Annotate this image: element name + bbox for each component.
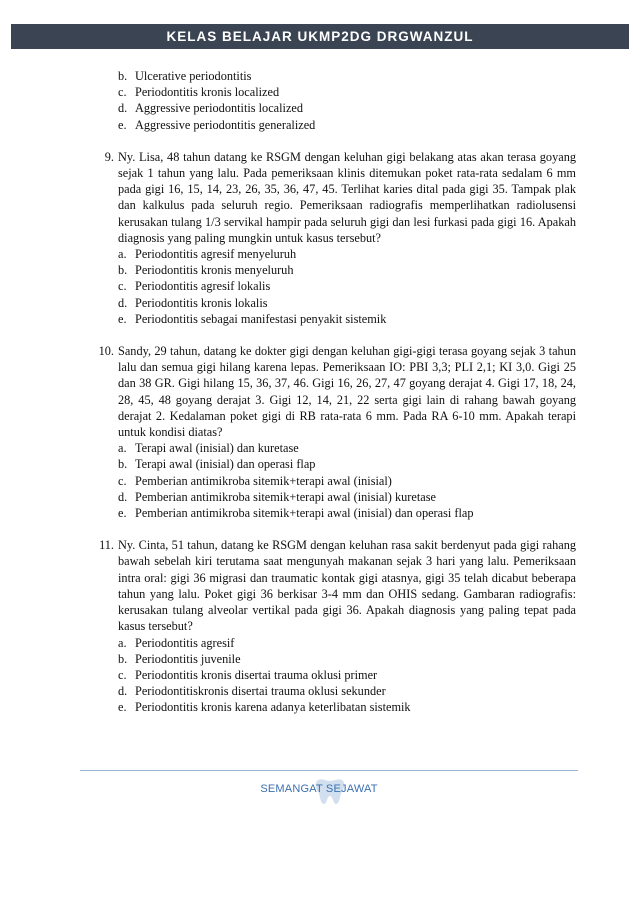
option-text: Periodontitis kronis menyeluruh	[135, 263, 294, 278]
question-text: Ny. Cinta, 51 tahun, datang ke RSGM dengan keluhan rasa sakit berdenyut pada gigi rahang bawah sebelah kiri terutama saat mengunyah makanan sejak 3 hari yang lalu. Pemeriksaan intra oral: gigi 36 migrasi dan traumatic kontak gigi atasnya, gigi 35 telah dicabut beberapa tahun yang lalu. Poket gigi 36 berkisar 3-4 mm dan OHIS sedang. Gambaran radiografis: kerusakan tulang alveolar vertikal pada gigi 36. Apakah diagnosis yang paling tepat pada kasus tersebut?	[118, 538, 576, 634]
question-options	[0, 246, 638, 327]
question-options	[0, 635, 638, 716]
option-letter: d.	[118, 101, 128, 116]
option-text: Periodontitis agresif lokalis	[135, 279, 271, 294]
option-letter: d.	[118, 684, 128, 699]
question-number: 11.	[99, 538, 114, 553]
option-item	[118, 473, 638, 489]
option-text: Periodontitis kronis karena adanya keterlibatan sistemik	[135, 700, 411, 715]
option-item	[118, 84, 638, 100]
option-text: Periodontitis agresif menyeluruh	[135, 247, 297, 262]
option-letter: e.	[118, 117, 127, 132]
question-options	[0, 440, 638, 521]
option-text: Ulcerative periodontitis	[135, 69, 252, 83]
option-item	[118, 440, 638, 456]
option-item	[118, 667, 638, 683]
option-letter: a.	[118, 441, 127, 456]
option-item	[118, 295, 638, 311]
option-text: Periodontitis kronis disertai trauma oklusi primer	[135, 667, 378, 682]
option-item	[118, 456, 638, 472]
header-title: KELAS BELAJAR UKMP2DG DRGWANZUL	[166, 29, 474, 44]
question-number: 10.	[98, 344, 114, 359]
option-item	[118, 699, 638, 715]
option-letter: e.	[118, 311, 127, 326]
option-text: Pemberian antimikroba sitemik+terapi awal (inisial)	[135, 473, 392, 488]
page-header	[11, 24, 629, 49]
option-text: Periodontitis kronis localized	[135, 85, 280, 100]
option-letter: e.	[118, 700, 127, 715]
footer-divider	[80, 770, 578, 771]
option-item	[118, 311, 638, 327]
option-letter: b.	[118, 69, 128, 83]
option-item	[118, 651, 638, 667]
option-text: Periodontitis kronis lokalis	[135, 295, 268, 310]
option-text: Aggressive periodontitis localized	[135, 101, 304, 116]
page-footer	[0, 778, 638, 808]
option-letter: b.	[118, 651, 128, 666]
question-9	[0, 149, 638, 327]
option-item	[118, 635, 638, 651]
option-text: Periodontitis juvenile	[135, 651, 241, 666]
option-letter: c.	[118, 473, 127, 488]
option-item	[118, 117, 638, 133]
option-text: Terapi awal (inisial) dan kuretase	[135, 441, 299, 456]
option-letter: c.	[118, 667, 127, 682]
option-text: Terapi awal (inisial) dan operasi flap	[135, 457, 316, 472]
option-letter: c.	[118, 279, 127, 294]
option-item	[118, 262, 638, 278]
question-number: 9.	[104, 149, 114, 164]
option-letter: e.	[118, 506, 127, 521]
option-letter: b.	[118, 457, 128, 472]
option-letter: b.	[118, 263, 128, 278]
option-text: Periodontitis sebagai manifestasi penyakit sistemik	[135, 311, 387, 326]
question-11	[0, 537, 638, 715]
option-text: Periodontitis agresif	[135, 635, 235, 650]
option-item	[118, 246, 638, 262]
option-text: Pemberian antimikroba sitemik+terapi awal (inisial) kuretase	[135, 489, 436, 504]
option-item	[118, 68, 638, 84]
option-text: Aggressive periodontitis generalized	[135, 117, 316, 132]
option-letter: d.	[118, 295, 128, 310]
option-item	[118, 505, 638, 521]
option-text: Pemberian antimikroba sitemik+terapi awal (inisial) dan operasi flap	[135, 506, 474, 521]
previous-question-options	[0, 68, 638, 133]
question-text: Sandy, 29 tahun, datang ke dokter gigi dengan keluhan gigi-gigi terasa goyang sejak 3 tahun lalu dan semua gigi hilang karena lepas. Pemeriksaan IO: PBI 3,3; PLI 2,1; KI 3,0. Gigi 25 dan 38 GR. Gigi hilang 15, 36, 37, 46. Gigi 16, 26, 27, 47 goyang derajat 4. Gigi 17, 18, 24, 28, 45, 48 goyang derajat 3. Gigi 12, 14, 21, 22 serta gigi lain di rahang bawah goyang derajat 2. Kedalaman poket gigi di RB rata-rata 6 mm. Pada RA 6-10 mm. Apakah terapi untuk kondisi diatas?	[118, 344, 576, 440]
option-item	[118, 683, 638, 699]
question-10	[0, 343, 638, 521]
footer-text: SEMANGAT SEJAWAT	[260, 783, 378, 795]
page-content	[0, 68, 638, 716]
option-letter: a.	[118, 247, 127, 262]
option-letter: a.	[118, 635, 127, 650]
option-item	[118, 100, 638, 116]
option-letter: d.	[118, 489, 128, 504]
option-text: Periodontitiskronis disertai trauma oklusi sekunder	[135, 684, 386, 699]
option-item	[118, 278, 638, 294]
question-text: Ny. Lisa, 48 tahun datang ke RSGM dengan keluhan gigi belakang atas akan terasa goyang sejak 1 tahun yang lalu. Pada pemeriksaan klinis ditemukan poket rata-rata sedalam 6 mm pada gigi 16, 15, 14, 23, 26, 35, 36, 47, 45. Terlihat karies dital pada gigi 35. Tampak plak dan kalkulus pada seluruh regio. Pemeriksaan radiografis memperlihatkan radiolusensi kerusakan tulang 1/3 servikal hampir pada seluruh gigi dan lesi furkasi pada gigi 16. Apakah diagnosis yang paling mungkin untuk kasus tersebut?	[118, 149, 576, 245]
option-letter: c.	[118, 85, 127, 100]
option-item	[118, 489, 638, 505]
